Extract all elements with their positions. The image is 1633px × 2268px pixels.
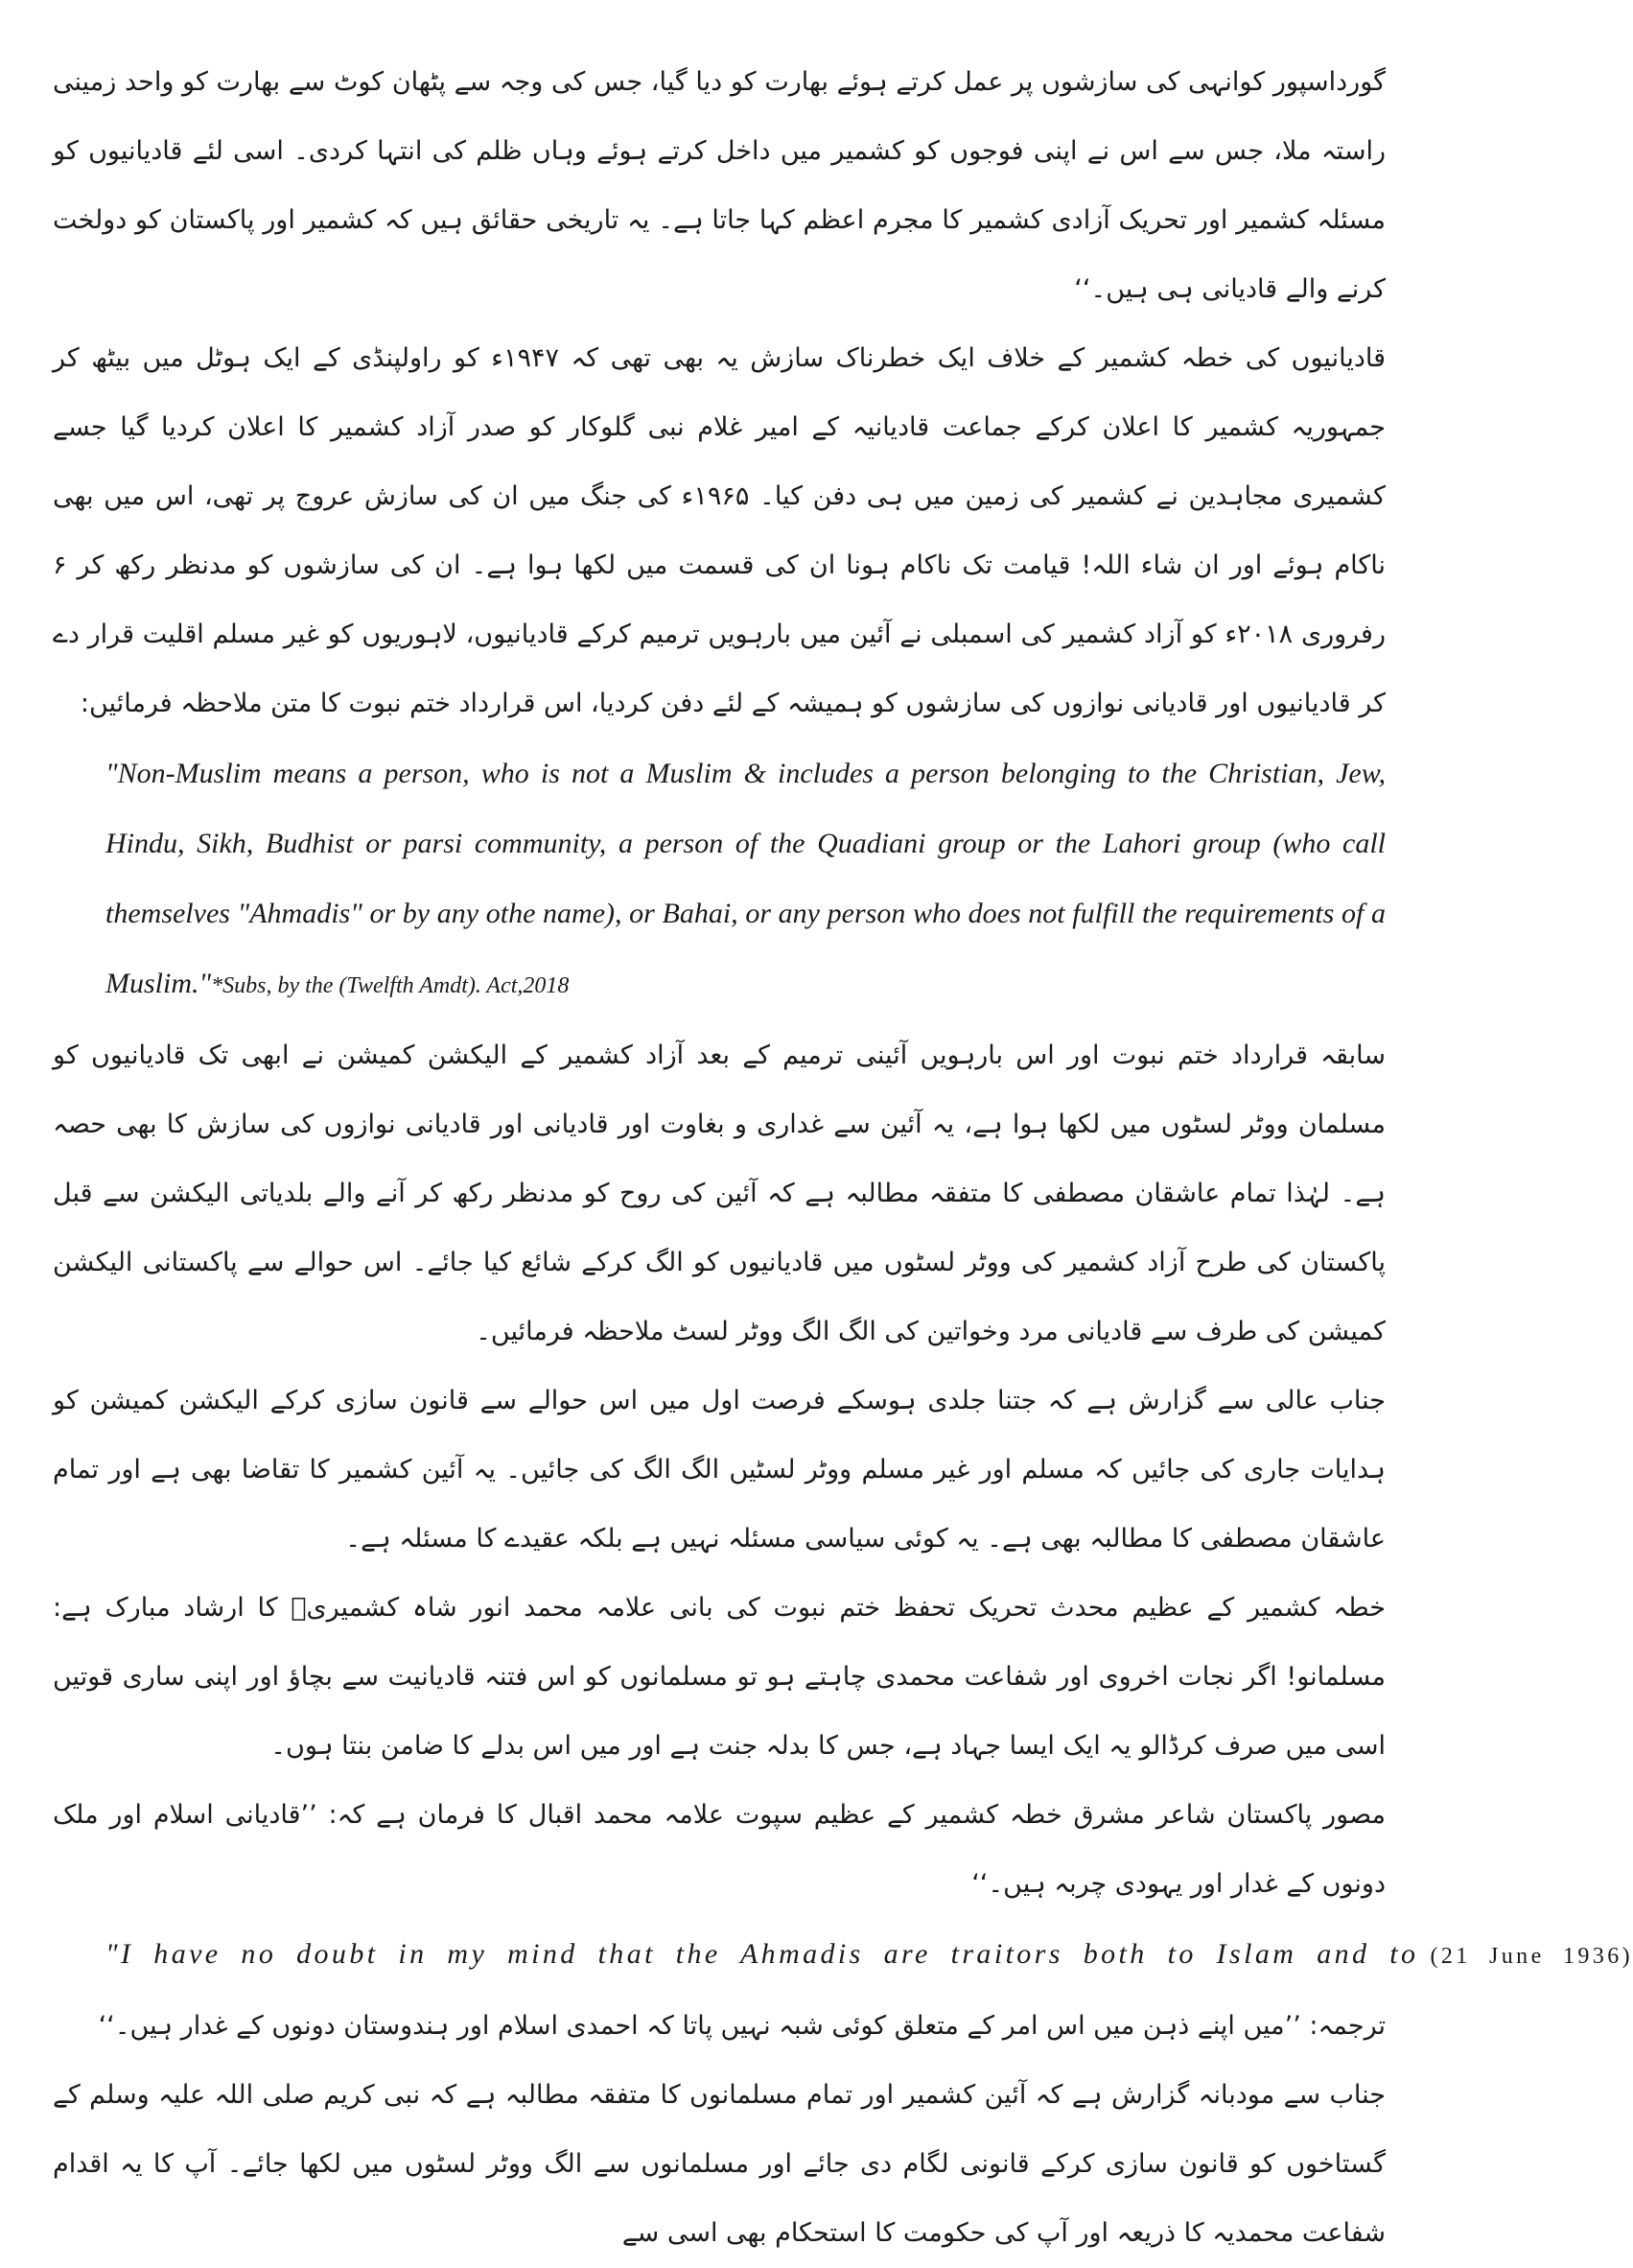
paragraph-iqbal: مصور پاکستان شاعر مشرق خطہ کشمیر کے عظیم سپوت علامہ محمد اقبال کا فرمان ہے کہ: ’’قادیانی اسلام اور ملک دونوں کے غدار اور یہودی چربہ ہیں۔‘‘ — [53, 1800, 1386, 1899]
quote-non-muslim-text: "Non-Muslim means a person, who is not a Muslim & includes a person belonging to the Christian, Jew, Hindu, Sikh, Budhist or parsi community, a person of the Quadiani group or the Lahori group (who call themselves "Ahmadis" or by any othe name), or Bahai, or any person who does not fulfill the requirements of a Muslim." — [105, 758, 1386, 999]
document-page — [53, 48, 1633, 2268]
quote-source: *Subs, by the (Twelfth Amdt). Act,2018 — [211, 973, 570, 998]
paragraph-voter-lists: سابقہ قرارداد ختم نبوت اور اس بارہویں آئینی ترمیم کے بعد آزاد کشمیر کے الیکشن کمیشن نے ابھی تک قادیانیوں کو مسلمان ووٹر لسٹوں میں لکھا ہوا ہے، یہ آئین سے غداری و بغاوت اور قادیانی اور قادیانی نوازوں کی سازش کا بھی حصہ ہے۔ لہٰذا تمام عاشقان مصطفی کا متفقہ مطالبہ ہے کہ آئین کی روح کو مدنظر رکھ کر آنے والے بلدیاتی الیکشن سے قبل پاکستان کی طرح آزاد کشمیر کی ووٹر لسٹوں میں قادیانیوں کو الگ کرکے شائع کیا جائے۔ اس حوالے سے پاکستانی الیکشن کمیشن کی طرف سے قادیانی مرد وخواتین کی الگ الگ ووٹر لسٹ ملاحظہ فرمائیں۔ — [53, 1040, 1386, 1346]
paragraph-translation: ترجمہ: ’’میں اپنے ذہن میں اس امر کے متعلق کوئی شبہ نہیں پاتا کہ احمدی اسلام اور ہندوستان دونوں کے غدار ہیں۔‘‘ — [98, 2011, 1386, 2041]
paragraph-final-request: جناب سے مودبانہ گزارش ہے کہ آئین کشمیر اور تمام مسلمانوں کا متفقہ مطالبہ ہے کہ نبی کریم صلی اللہ علیہ وسلم کے گستاخوں کو قانون سازی کرکے قانونی لگام دی جائے اور مسلمانوں سے الگ ووٹر لسٹوں میں لکھا جائے۔ آپ کا یہ اقدام شفاعت محمدیہ کا ذریعہ اور آپ کی حکومت کا استحکام بھی اسی سے — [53, 2080, 1386, 2248]
paragraph-request: جناب عالی سے گزارش ہے کہ جتنا جلدی ہوسکے فرصت اول میں اس حوالے سے قانون سازی کرکے الیکشن کمیشن کو ہدایات جاری کی جائیں کہ مسلم اور غیر مسلم ووٹر لسٹیں الگ الگ کی جائیں۔ یہ آئین کشمیر کا تقاضا بھی ہے اور تمام عاشقان مصطفی کا مطالبہ بھی ہے۔ یہ کوئی سیاسی مسئلہ نہیں ہے بلکہ عقیدے کا مسئلہ ہے۔ — [53, 1386, 1386, 1554]
quote-non-muslim-definition — [53, 738, 1386, 1021]
paragraph-anwar-shah: خطہ کشمیر کے عظیم محدث تحریک تحفظ ختم نبوت کی بانی علامہ محمد انور شاہ کشمیریؒ کا ارشاد مبارک ہے: مسلمانو! اگر نجات اخروی اور شفاعت محمدی چاہتے ہو تو مسلمانوں کو اس فتنہ قادیانیت سے بچاؤ اور اپنی ساری قوتیں اسی میں صرف کرڈالو یہ ایک ایسا جہاد ہے، جس کا بدلہ جنت ہے اور میں اس بدلے کا ضامن بنتا ہوں۔ — [53, 1593, 1386, 1761]
paragraph-conspiracy-1947: قادیانیوں کی خطہ کشمیر کے خلاف ایک خطرناک سازش یہ بھی تھی کہ ۱۹۴۷ء کو راولپنڈی کے ایک ہوٹل میں بیٹھ کر جمہوریہ کشمیر کا اعلان کرکے جماعت قادیانیہ کے امیر غلام نبی گلوکار کو صدر آزاد کشمیر کا اعلان کردیا گیا جسے کشمیری مجاہدین نے کشمیر کی زمین میں ہی دفن کیا۔ ۱۹۶۵ء کی جنگ میں ان کی سازش عروج پر تھی، اس میں بھی ناکام ہوئے اور ان شاء اللہ! قیامت تک ناکام ہونا ان کی قسمت میں لکھا ہوا ہے۔ ان کی سازشوں کو مدنظر رکھ کر ۶ رفروری ۲۰۱۸ء کو آزاد کشمیر کی اسمبلی نے آئین میں بارہویں ترمیم کرکے قادیانیوں، لاہوریوں کو غیر مسلم اقلیت قرار دے کر قادیانیوں اور قادیانی نوازوں کی سازشوں کو ہمیشہ کے لئے دفن کردیا، اس قرارداد ختم نبوت کا متن ملاحظہ فرمائیں: — [53, 343, 1386, 718]
quote-iqbal-text: "I have no doubt in my mind that the Ahmadis are traitors both to Islam and to — [105, 1938, 1419, 1970]
paragraph-gurdaspur: گورداسپور کوانہی کی سازشوں پر عمل کرتے ہوئے بھارت کو دیا گیا، جس کی وجہ سے پٹھان کوٹ سے بھارت کو واحد زمینی راستہ ملا، جس سے اس نے اپنی فوجوں کو کشمیر میں داخل کرتے ہوئے وہاں ظلم کی انتہا کردی۔ اسی لئے قادیانیوں کو مسئلہ کشمیر اور تحریک آزادی کشمیر کا مجرم اعظم کہا جاتا ہے۔ یہ تاریخی حقائق ہیں کہ کشمیر اور پاکستان کو دولخت کرنے والے قادیانی ہی ہیں۔‘‘ — [53, 67, 1386, 304]
quote-iqbal-english — [53, 1919, 1633, 1992]
quote-iqbal-date: (21 June 1936) — [1430, 1944, 1633, 1969]
